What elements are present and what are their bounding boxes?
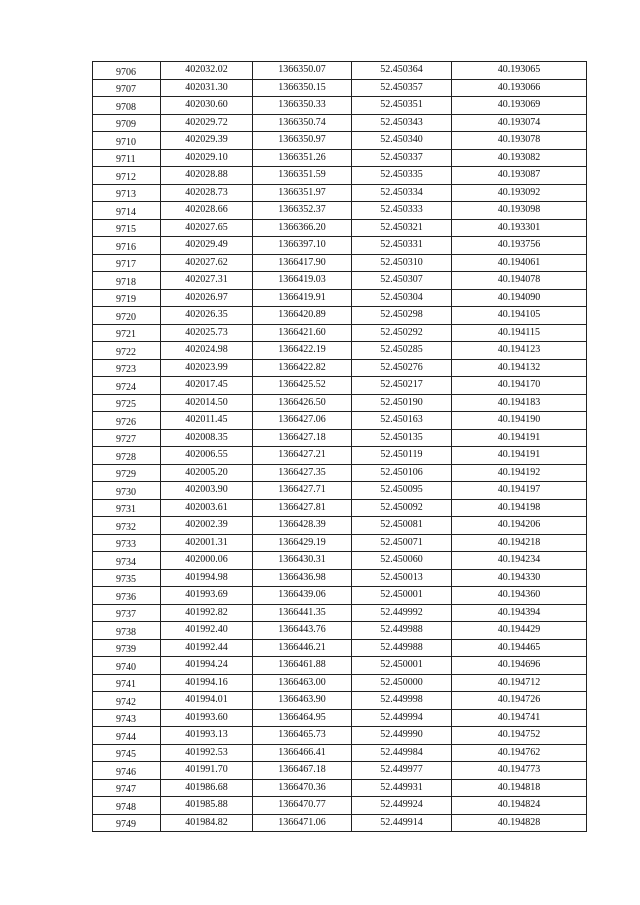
x-coordinate-cell: 402000.06 <box>161 552 253 570</box>
x-coordinate-cell: 402002.39 <box>161 517 253 535</box>
x-coordinate-cell: 402029.39 <box>161 132 253 150</box>
x-coordinate-cell: 401984.82 <box>161 814 253 832</box>
point-number-cell: 9731 <box>93 499 161 517</box>
x-coordinate-cell: 401992.53 <box>161 744 253 762</box>
latitude-cell: 52.450337 <box>352 149 452 167</box>
x-coordinate-cell: 401994.01 <box>161 692 253 710</box>
point-number-cell: 9745 <box>93 744 161 762</box>
point-number-cell: 9726 <box>93 412 161 430</box>
point-number-cell: 9717 <box>93 254 161 272</box>
latitude-cell: 52.449924 <box>352 797 452 815</box>
table-row <box>93 202 587 220</box>
latitude-cell: 52.449994 <box>352 709 452 727</box>
x-coordinate-cell: 402025.73 <box>161 324 253 342</box>
longitude-cell: 40.193098 <box>452 202 587 220</box>
point-number-cell: 9749 <box>93 814 161 832</box>
table-row <box>93 604 587 622</box>
longitude-cell: 40.193074 <box>452 114 587 132</box>
longitude-cell: 40.193301 <box>452 219 587 237</box>
y-coordinate-cell: 1366419.91 <box>253 289 352 307</box>
point-number-cell: 9730 <box>93 482 161 500</box>
y-coordinate-cell: 1366467.18 <box>253 762 352 780</box>
point-number-cell: 9748 <box>93 797 161 815</box>
point-number-cell: 9734 <box>93 552 161 570</box>
y-coordinate-cell: 1366350.97 <box>253 132 352 150</box>
longitude-cell: 40.194078 <box>452 272 587 290</box>
y-coordinate-cell: 1366428.39 <box>253 517 352 535</box>
x-coordinate-cell: 402027.65 <box>161 219 253 237</box>
y-coordinate-cell: 1366420.89 <box>253 307 352 325</box>
y-coordinate-cell: 1366463.00 <box>253 674 352 692</box>
longitude-cell: 40.194170 <box>452 377 587 395</box>
latitude-cell: 52.450340 <box>352 132 452 150</box>
x-coordinate-cell: 401985.88 <box>161 797 253 815</box>
table-row <box>93 272 587 290</box>
x-coordinate-cell: 401993.60 <box>161 709 253 727</box>
point-number-cell: 9738 <box>93 622 161 640</box>
latitude-cell: 52.450001 <box>352 657 452 675</box>
longitude-cell: 40.194123 <box>452 342 587 360</box>
latitude-cell: 52.450310 <box>352 254 452 272</box>
y-coordinate-cell: 1366350.33 <box>253 97 352 115</box>
point-number-cell: 9713 <box>93 184 161 202</box>
table-row <box>93 79 587 97</box>
point-number-cell: 9722 <box>93 342 161 360</box>
latitude-cell: 52.450357 <box>352 79 452 97</box>
latitude-cell: 52.449990 <box>352 727 452 745</box>
table-row <box>93 744 587 762</box>
table-row <box>93 429 587 447</box>
longitude-cell: 40.194773 <box>452 762 587 780</box>
point-number-cell: 9711 <box>93 149 161 167</box>
longitude-cell: 40.194105 <box>452 307 587 325</box>
latitude-cell: 52.450333 <box>352 202 452 220</box>
y-coordinate-cell: 1366397.10 <box>253 237 352 255</box>
table-row <box>93 622 587 640</box>
y-coordinate-cell: 1366421.60 <box>253 324 352 342</box>
point-number-cell: 9710 <box>93 132 161 150</box>
y-coordinate-cell: 1366351.97 <box>253 184 352 202</box>
point-number-cell: 9715 <box>93 219 161 237</box>
table-row <box>93 727 587 745</box>
longitude-cell: 40.194192 <box>452 464 587 482</box>
y-coordinate-cell: 1366465.73 <box>253 727 352 745</box>
y-coordinate-cell: 1366466.41 <box>253 744 352 762</box>
y-coordinate-cell: 1366470.77 <box>253 797 352 815</box>
table-row <box>93 447 587 465</box>
table-row <box>93 534 587 552</box>
y-coordinate-cell: 1366427.21 <box>253 447 352 465</box>
point-number-cell: 9723 <box>93 359 161 377</box>
coordinate-table <box>92 61 587 832</box>
y-coordinate-cell: 1366350.07 <box>253 62 352 80</box>
latitude-cell: 52.450163 <box>352 412 452 430</box>
latitude-cell: 52.450013 <box>352 569 452 587</box>
latitude-cell: 52.449977 <box>352 762 452 780</box>
table-row <box>93 517 587 535</box>
x-coordinate-cell: 402027.62 <box>161 254 253 272</box>
table-row <box>93 219 587 237</box>
table-row <box>93 779 587 797</box>
latitude-cell: 52.450331 <box>352 237 452 255</box>
latitude-cell: 52.450190 <box>352 394 452 412</box>
y-coordinate-cell: 1366461.88 <box>253 657 352 675</box>
point-number-cell: 9732 <box>93 517 161 535</box>
x-coordinate-cell: 402026.97 <box>161 289 253 307</box>
latitude-cell: 52.450071 <box>352 534 452 552</box>
x-coordinate-cell: 401994.98 <box>161 569 253 587</box>
y-coordinate-cell: 1366441.35 <box>253 604 352 622</box>
latitude-cell: 52.449931 <box>352 779 452 797</box>
table-row <box>93 762 587 780</box>
y-coordinate-cell: 1366429.19 <box>253 534 352 552</box>
longitude-cell: 40.194115 <box>452 324 587 342</box>
latitude-cell: 52.450304 <box>352 289 452 307</box>
y-coordinate-cell: 1366419.03 <box>253 272 352 290</box>
longitude-cell: 40.193069 <box>452 97 587 115</box>
longitude-cell: 40.193087 <box>452 167 587 185</box>
x-coordinate-cell: 401986.68 <box>161 779 253 797</box>
latitude-cell: 52.450092 <box>352 499 452 517</box>
point-number-cell: 9739 <box>93 639 161 657</box>
latitude-cell: 52.449998 <box>352 692 452 710</box>
table-row <box>93 814 587 832</box>
x-coordinate-cell: 402024.98 <box>161 342 253 360</box>
table-row <box>93 254 587 272</box>
point-number-cell: 9746 <box>93 762 161 780</box>
x-coordinate-cell: 401993.69 <box>161 587 253 605</box>
point-number-cell: 9716 <box>93 237 161 255</box>
point-number-cell: 9721 <box>93 324 161 342</box>
y-coordinate-cell: 1366446.21 <box>253 639 352 657</box>
point-number-cell: 9740 <box>93 657 161 675</box>
table-row <box>93 709 587 727</box>
y-coordinate-cell: 1366463.90 <box>253 692 352 710</box>
point-number-cell: 9718 <box>93 272 161 290</box>
latitude-cell: 52.450292 <box>352 324 452 342</box>
x-coordinate-cell: 402027.31 <box>161 272 253 290</box>
longitude-cell: 40.194132 <box>452 359 587 377</box>
point-number-cell: 9742 <box>93 692 161 710</box>
point-number-cell: 9736 <box>93 587 161 605</box>
point-number-cell: 9737 <box>93 604 161 622</box>
latitude-cell: 52.450060 <box>352 552 452 570</box>
table-row <box>93 499 587 517</box>
x-coordinate-cell: 402008.35 <box>161 429 253 447</box>
x-coordinate-cell: 402029.72 <box>161 114 253 132</box>
longitude-cell: 40.194752 <box>452 727 587 745</box>
y-coordinate-cell: 1366417.90 <box>253 254 352 272</box>
y-coordinate-cell: 1366430.31 <box>253 552 352 570</box>
longitude-cell: 40.194191 <box>452 429 587 447</box>
x-coordinate-cell: 402028.66 <box>161 202 253 220</box>
table-row <box>93 377 587 395</box>
longitude-cell: 40.193066 <box>452 79 587 97</box>
longitude-cell: 40.194234 <box>452 552 587 570</box>
x-coordinate-cell: 402011.45 <box>161 412 253 430</box>
table-row <box>93 359 587 377</box>
table-row <box>93 692 587 710</box>
x-coordinate-cell: 402030.60 <box>161 97 253 115</box>
latitude-cell: 52.450001 <box>352 587 452 605</box>
x-coordinate-cell: 402014.50 <box>161 394 253 412</box>
y-coordinate-cell: 1366427.71 <box>253 482 352 500</box>
table-row <box>93 307 587 325</box>
table-row <box>93 342 587 360</box>
longitude-cell: 40.194429 <box>452 622 587 640</box>
x-coordinate-cell: 401992.82 <box>161 604 253 622</box>
table-row <box>93 674 587 692</box>
y-coordinate-cell: 1366350.74 <box>253 114 352 132</box>
longitude-cell: 40.194696 <box>452 657 587 675</box>
longitude-cell: 40.194726 <box>452 692 587 710</box>
x-coordinate-cell: 402029.49 <box>161 237 253 255</box>
x-coordinate-cell: 401992.40 <box>161 622 253 640</box>
longitude-cell: 40.194465 <box>452 639 587 657</box>
x-coordinate-cell: 402003.61 <box>161 499 253 517</box>
x-coordinate-cell: 402029.10 <box>161 149 253 167</box>
point-number-cell: 9729 <box>93 464 161 482</box>
table-row <box>93 289 587 307</box>
y-coordinate-cell: 1366422.19 <box>253 342 352 360</box>
latitude-cell: 52.450276 <box>352 359 452 377</box>
table-row <box>93 394 587 412</box>
table-row <box>93 184 587 202</box>
x-coordinate-cell: 402005.20 <box>161 464 253 482</box>
table-row <box>93 587 587 605</box>
latitude-cell: 52.450298 <box>352 307 452 325</box>
table-row <box>93 464 587 482</box>
longitude-cell: 40.194061 <box>452 254 587 272</box>
latitude-cell: 52.450106 <box>352 464 452 482</box>
x-coordinate-cell: 402028.88 <box>161 167 253 185</box>
x-coordinate-cell: 401994.24 <box>161 657 253 675</box>
x-coordinate-cell: 402031.30 <box>161 79 253 97</box>
y-coordinate-cell: 1366436.98 <box>253 569 352 587</box>
table-row <box>93 62 587 80</box>
point-number-cell: 9706 <box>93 62 161 80</box>
table-row <box>93 412 587 430</box>
longitude-cell: 40.193065 <box>452 62 587 80</box>
y-coordinate-cell: 1366439.06 <box>253 587 352 605</box>
latitude-cell: 52.449914 <box>352 814 452 832</box>
latitude-cell: 52.450000 <box>352 674 452 692</box>
x-coordinate-cell: 402032.02 <box>161 62 253 80</box>
table-row <box>93 482 587 500</box>
longitude-cell: 40.194197 <box>452 482 587 500</box>
point-number-cell: 9728 <box>93 447 161 465</box>
latitude-cell: 52.450285 <box>352 342 452 360</box>
x-coordinate-cell: 402003.90 <box>161 482 253 500</box>
y-coordinate-cell: 1366422.82 <box>253 359 352 377</box>
y-coordinate-cell: 1366350.15 <box>253 79 352 97</box>
point-number-cell: 9708 <box>93 97 161 115</box>
longitude-cell: 40.194762 <box>452 744 587 762</box>
point-number-cell: 9741 <box>93 674 161 692</box>
latitude-cell: 52.450335 <box>352 167 452 185</box>
longitude-cell: 40.194712 <box>452 674 587 692</box>
y-coordinate-cell: 1366427.81 <box>253 499 352 517</box>
x-coordinate-cell: 402023.99 <box>161 359 253 377</box>
table-row <box>93 657 587 675</box>
latitude-cell: 52.450364 <box>352 62 452 80</box>
point-number-cell: 9725 <box>93 394 161 412</box>
y-coordinate-cell: 1366352.37 <box>253 202 352 220</box>
y-coordinate-cell: 1366471.06 <box>253 814 352 832</box>
table-row <box>93 97 587 115</box>
point-number-cell: 9727 <box>93 429 161 447</box>
longitude-cell: 40.194360 <box>452 587 587 605</box>
longitude-cell: 40.194206 <box>452 517 587 535</box>
latitude-cell: 52.450343 <box>352 114 452 132</box>
longitude-cell: 40.194824 <box>452 797 587 815</box>
latitude-cell: 52.449984 <box>352 744 452 762</box>
x-coordinate-cell: 402001.31 <box>161 534 253 552</box>
table-row <box>93 114 587 132</box>
point-number-cell: 9724 <box>93 377 161 395</box>
table-row <box>93 552 587 570</box>
longitude-cell: 40.194198 <box>452 499 587 517</box>
x-coordinate-cell: 402026.35 <box>161 307 253 325</box>
longitude-cell: 40.194818 <box>452 779 587 797</box>
table-row <box>93 569 587 587</box>
latitude-cell: 52.450334 <box>352 184 452 202</box>
y-coordinate-cell: 1366425.52 <box>253 377 352 395</box>
point-number-cell: 9735 <box>93 569 161 587</box>
longitude-cell: 40.194828 <box>452 814 587 832</box>
latitude-cell: 52.449992 <box>352 604 452 622</box>
point-number-cell: 9733 <box>93 534 161 552</box>
x-coordinate-cell: 402017.45 <box>161 377 253 395</box>
table-row <box>93 149 587 167</box>
latitude-cell: 52.449988 <box>352 639 452 657</box>
latitude-cell: 52.450081 <box>352 517 452 535</box>
point-number-cell: 9712 <box>93 167 161 185</box>
table-row <box>93 237 587 255</box>
longitude-cell: 40.193092 <box>452 184 587 202</box>
longitude-cell: 40.194218 <box>452 534 587 552</box>
point-number-cell: 9719 <box>93 289 161 307</box>
longitude-cell: 40.193082 <box>452 149 587 167</box>
y-coordinate-cell: 1366427.18 <box>253 429 352 447</box>
longitude-cell: 40.194394 <box>452 604 587 622</box>
latitude-cell: 52.450135 <box>352 429 452 447</box>
point-number-cell: 9743 <box>93 709 161 727</box>
x-coordinate-cell: 402006.55 <box>161 447 253 465</box>
x-coordinate-cell: 401993.13 <box>161 727 253 745</box>
longitude-cell: 40.194741 <box>452 709 587 727</box>
latitude-cell: 52.449988 <box>352 622 452 640</box>
table-row <box>93 639 587 657</box>
x-coordinate-cell: 402028.73 <box>161 184 253 202</box>
table-row <box>93 132 587 150</box>
point-number-cell: 9714 <box>93 202 161 220</box>
y-coordinate-cell: 1366351.26 <box>253 149 352 167</box>
y-coordinate-cell: 1366427.35 <box>253 464 352 482</box>
longitude-cell: 40.193756 <box>452 237 587 255</box>
point-number-cell: 9720 <box>93 307 161 325</box>
point-number-cell: 9709 <box>93 114 161 132</box>
latitude-cell: 52.450217 <box>352 377 452 395</box>
latitude-cell: 52.450307 <box>352 272 452 290</box>
y-coordinate-cell: 1366470.36 <box>253 779 352 797</box>
y-coordinate-cell: 1366366.20 <box>253 219 352 237</box>
longitude-cell: 40.194190 <box>452 412 587 430</box>
latitude-cell: 52.450321 <box>352 219 452 237</box>
longitude-cell: 40.194090 <box>452 289 587 307</box>
longitude-cell: 40.194183 <box>452 394 587 412</box>
longitude-cell: 40.194191 <box>452 447 587 465</box>
latitude-cell: 52.450119 <box>352 447 452 465</box>
x-coordinate-cell: 401994.16 <box>161 674 253 692</box>
longitude-cell: 40.194330 <box>452 569 587 587</box>
y-coordinate-cell: 1366443.76 <box>253 622 352 640</box>
x-coordinate-cell: 401992.44 <box>161 639 253 657</box>
point-number-cell: 9707 <box>93 79 161 97</box>
y-coordinate-cell: 1366351.59 <box>253 167 352 185</box>
y-coordinate-cell: 1366426.50 <box>253 394 352 412</box>
point-number-cell: 9744 <box>93 727 161 745</box>
latitude-cell: 52.450351 <box>352 97 452 115</box>
x-coordinate-cell: 401991.70 <box>161 762 253 780</box>
y-coordinate-cell: 1366464.95 <box>253 709 352 727</box>
longitude-cell: 40.193078 <box>452 132 587 150</box>
table-row <box>93 324 587 342</box>
table-row <box>93 167 587 185</box>
point-number-cell: 9747 <box>93 779 161 797</box>
y-coordinate-cell: 1366427.06 <box>253 412 352 430</box>
coordinate-table-body <box>93 62 587 832</box>
latitude-cell: 52.450095 <box>352 482 452 500</box>
table-row <box>93 797 587 815</box>
